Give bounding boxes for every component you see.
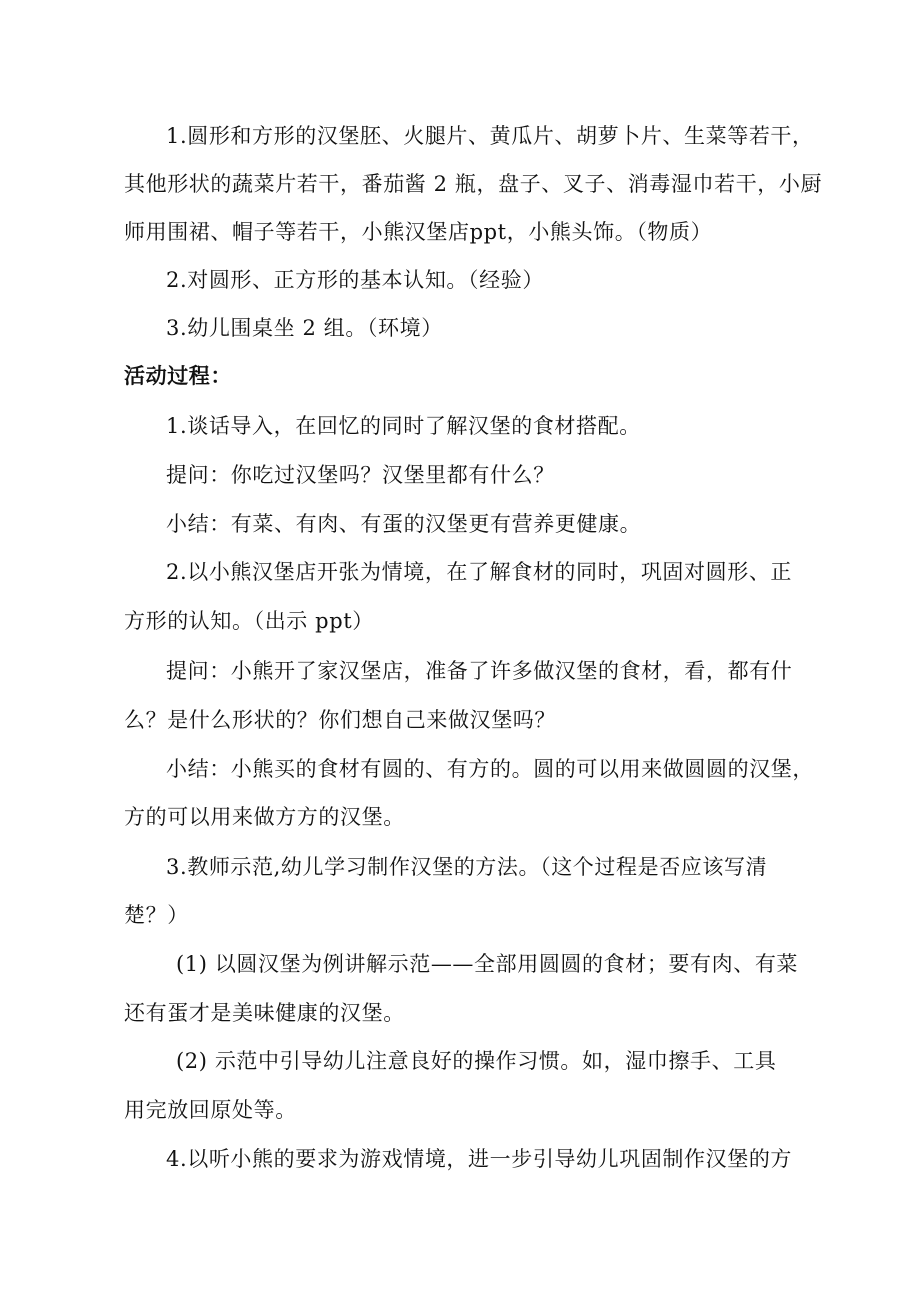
step3-title-line2: 楚？） — [124, 903, 189, 927]
step2-title-line1: 2.以小熊汉堡店开张为情境，在了解食材的同时，巩固对圆形、正 — [166, 560, 793, 584]
step3-sub2-line1: (2) 示范中引导幼儿注意良好的操作习惯。如，湿巾擦手、工具 — [176, 1049, 777, 1073]
step1-question: 提问：你吃过汉堡吗？汉堡里都有什么？ — [166, 463, 555, 487]
materials-item1-line1: 1.圆形和方形的汉堡胚、火腿片、黄瓜片、胡萝卜片、生菜等若干， — [166, 124, 814, 148]
materials-item1-line3: 师用围裙、帽子等若干，小熊汉堡店ppt，小熊头饰。（物质） — [124, 220, 713, 244]
step2-question-line2: 么？是什么形状的？你们想自己来做汉堡吗？ — [124, 708, 556, 732]
step3-sub1-line2: 还有蛋才是美味健康的汉堡。 — [124, 1001, 405, 1025]
step1-summary: 小结：有菜、有肉、有蛋的汉堡更有营养更健康。 — [166, 512, 642, 536]
step2-title-line2: 方形的认知。（出示 ppt） — [124, 609, 374, 633]
process-heading: 活动过程： — [124, 364, 232, 388]
step3-title-line1: 3.教师示范,幼儿学习制作汉堡的方法。（这个过程是否应该写清 — [166, 855, 768, 879]
step4-title-line1: 4.以听小熊的要求为游戏情境，进一步引导幼儿巩固制作汉堡的方 — [166, 1147, 793, 1171]
materials-item2: 2.对圆形、正方形的基本认知。（经验） — [166, 268, 544, 292]
step2-summary-line2: 方的可以用来做方方的汉堡。 — [124, 805, 405, 829]
step3-sub1-line1: (1) 以圆汉堡为例讲解示范——全部用圆圆的食材；要有肉、有菜 — [176, 952, 799, 976]
materials-item1-line2: 其他形状的蔬菜片若干，番茄酱 2 瓶，盘子、叉子、消毒湿巾若干，小厨 — [124, 172, 823, 196]
step2-summary-line1: 小结：小熊买的食材有圆的、有方的。圆的可以用来做圆圆的汉堡， — [166, 757, 814, 781]
step1-title: 1.谈话导入，在回忆的同时了解汉堡的食材搭配。 — [166, 414, 641, 438]
step3-sub2-line2: 用完放回原处等。 — [124, 1098, 297, 1122]
step2-question-line1: 提问：小熊开了家汉堡店，准备了许多做汉堡的食材，看，都有什 — [166, 659, 793, 683]
materials-item3: 3.幼儿围桌坐 2 组。（环境） — [166, 316, 443, 340]
